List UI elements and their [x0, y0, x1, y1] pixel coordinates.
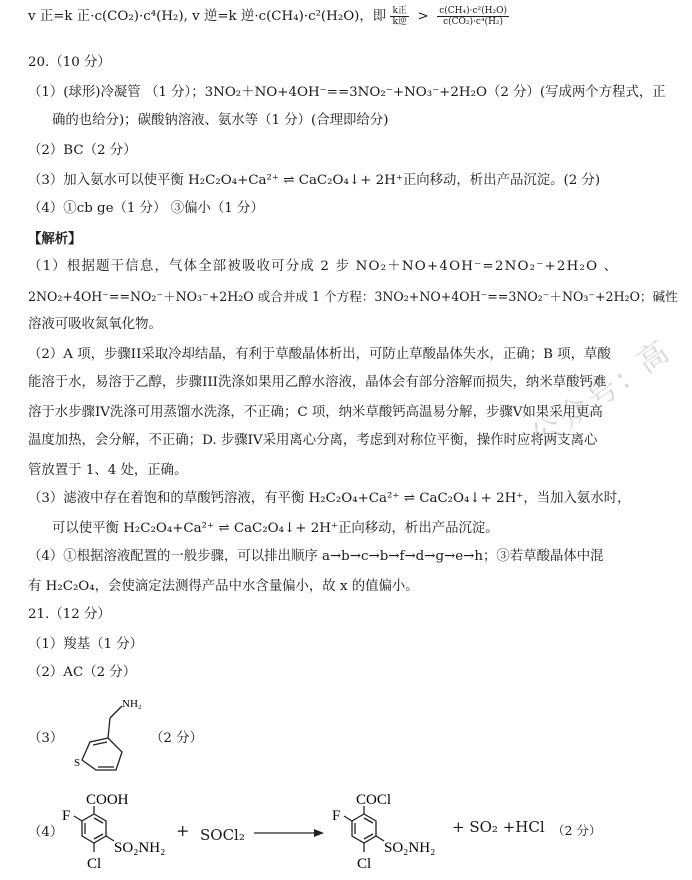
- analysis-2-line-3: 溶于水步骤IV洗涤可用蒸馏水洗涤，不正确；C 项，纳米草酸钙高温易分解，步骤V如果采用更高: [28, 405, 603, 420]
- analysis-2-line-4: 温度加热，会分解，不正确；D. 步骤IV采用离心分离，考虑到对称位平衡，操作时应将两支离心: [28, 433, 598, 448]
- reactant-cl: Cl: [87, 856, 102, 872]
- reaction-arrow: [254, 826, 326, 840]
- analysis-2-line-2: 能溶于水，易溶于乙醇，步骤III洗涤如果用乙醇水溶液，晶体会有部分溶解而损失，纳米草酸钙难: [28, 375, 607, 390]
- q21-answer-2: （2）AC（2 分）: [28, 665, 137, 680]
- reactant-f: F: [62, 808, 71, 824]
- q20-header: 20.（10 分）: [28, 55, 111, 70]
- reactant-structure: [56, 790, 186, 876]
- product-structure: [326, 790, 456, 876]
- q21-answer-3-score: （2 分）: [150, 731, 203, 746]
- analysis-3-line-2: 可以使平衡 H₂C₂O₄+Ca²⁺ ⇌ CaC₂O₄↓+ 2H⁺正向移动，析出产品沉淀。: [52, 521, 499, 536]
- q20-answer-2: （2）BC（2 分）: [28, 143, 137, 158]
- reactant-so2nh2: SO₂NH₂: [114, 840, 166, 856]
- byproducts: + SO₂ +HCl: [452, 818, 545, 836]
- analysis-1-line-1: （1）根据题干信息，气体全部被吸收可分成 2 步 NO₂＋NO+4OH⁻=2NO₂⁻+2H₂O 、: [28, 259, 619, 274]
- greater-than: >: [417, 9, 429, 24]
- q20-answer-1: （1）(球形)冷凝管 （1 分）；3NO₂＋NO+4OH⁻==3NO₂⁻+NO₃⁻+2H₂O（2 分）(写成两个方程式，正: [28, 85, 666, 100]
- nh2-label: NH₂: [122, 698, 142, 710]
- q21-answer-4-score: （2 分）: [552, 823, 602, 838]
- analysis-2-line-1: （2）A 项，步骤II采取冷却结晶，有利于草酸晶体析出，可防止草酸晶体失水，正确；B 项，草酸: [28, 347, 611, 362]
- reagent-socl2: SOCl₂: [200, 826, 245, 844]
- thiophene-methanamine-structure: [60, 690, 150, 790]
- sulfur-label: S: [74, 757, 81, 769]
- concentration-ratio: $\frac{\text{c(CH₄)·c²(H₂O)}}{\text{c(CO₂)·c⁴(H₂)}}$: [439, 6, 507, 27]
- analysis-4-line-1: （4）①根据溶液配置的一般步骤，可以排出顺序 a→b→c→b→f→d→g→e→h；③若草酸晶体中混: [28, 549, 604, 564]
- product-cl: Cl: [357, 856, 372, 872]
- reactant-cooh: COOH: [86, 792, 129, 808]
- q21-answer-4-label: （4）: [28, 825, 64, 840]
- analysis-2-line-5: 管放置于 1、4 处，正确。: [28, 463, 188, 478]
- plus-sign-1: +: [176, 821, 190, 840]
- analysis-4-line-2: 有 H₂C₂O₄，会使滴定法测得产品中水含量偏小，故 x 的值偏小。: [28, 579, 419, 594]
- analysis-1-line-2: 2NO₂+4OH⁻==NO₂⁻＋NO₃⁻+2H₂O 或合并成 1 个方程：3NO₂+NO+4OH⁻==3NO₂⁻＋NO₃⁻+2H₂O；碱性: [28, 289, 678, 304]
- watermark: 公众号: 高: [524, 332, 679, 456]
- k-ratio: $\frac{\text{k正}}{\text{k逆}}$: [392, 6, 407, 27]
- product-cocl: COCl: [356, 792, 392, 808]
- q20-answer-1-cont: 确的也给分)；碳酸钠溶液、氨水等（1 分）(合理即给分): [52, 113, 389, 128]
- q21-answer-3-label: （3）: [28, 731, 64, 746]
- q21-answer-1: （1）羧基（1 分）: [28, 637, 144, 652]
- rate-expression: v 正=k 正·c(CO₂)·c⁴(H₂), v 逆=k 逆·c(CH₄)·c²(H₂O)，即: [28, 9, 387, 24]
- analysis-heading: 【解析】: [28, 231, 82, 247]
- analysis-3-line-1: （3）滤液中存在着饱和的草酸钙溶液，有平衡 H₂C₂O₄+Ca²⁺ ⇌ CaC₂O₄↓+ 2H⁺，当加入氨水时，: [28, 491, 631, 506]
- product-so2nh2: SO₂NH₂: [384, 840, 436, 856]
- rate-formula-line: [28, 6, 509, 27]
- q21-header: 21.（12 分）: [28, 607, 111, 622]
- q20-answer-3: （3）加入氨水可以使平衡 H₂C₂O₄+Ca²⁺ ⇌ CaC₂O₄↓+ 2H⁺正向移动，析出产品沉淀。(2 分): [28, 173, 601, 188]
- analysis-1-line-3: 溶液可吸收氮氧化物。: [28, 317, 162, 332]
- product-f: F: [332, 808, 341, 824]
- q20-answer-4: （4）①cb ge（1 分） ③偏小（1 分）: [28, 201, 264, 216]
